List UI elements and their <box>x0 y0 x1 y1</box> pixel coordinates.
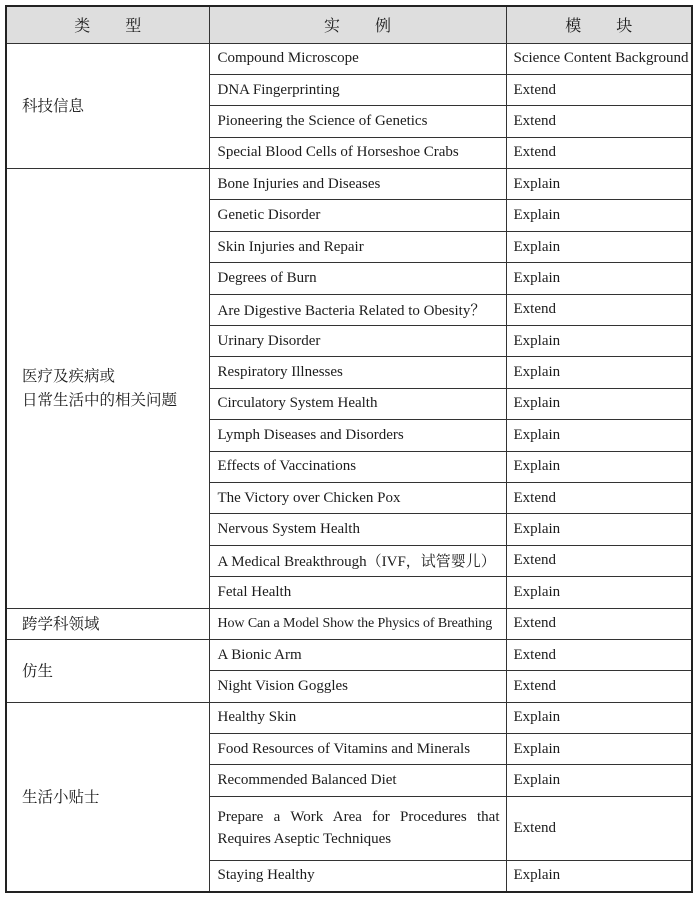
module-cell: Explain <box>506 734 692 765</box>
table-row <box>6 169 692 200</box>
table-row <box>6 639 692 670</box>
module-cell: Explain <box>506 860 692 891</box>
example-cell: Genetic Disorder <box>209 200 506 231</box>
module-cell: Explain <box>506 702 692 733</box>
module-cell: Extend <box>506 482 692 513</box>
module-cell: Explain <box>506 357 692 388</box>
example-cell: Fetal Health <box>209 577 506 608</box>
module-cell: Extend <box>506 137 692 168</box>
module-cell: Extend <box>506 796 692 860</box>
table-row <box>6 43 692 74</box>
example-cell: Lymph Diseases and Disorders <box>209 420 506 451</box>
example-cell: Urinary Disorder <box>209 326 506 357</box>
example-cell: The Victory over Chicken Pox <box>209 482 506 513</box>
example-cell: Effects of Vaccinations <box>209 451 506 482</box>
category-cell: 仿生 <box>6 639 209 702</box>
category-cell: 医疗及疾病或 日常生活中的相关问题 <box>6 169 209 608</box>
example-cell: Recommended Balanced Diet <box>209 765 506 796</box>
module-cell: Explain <box>506 231 692 262</box>
header-type: 类 型 <box>6 6 209 43</box>
table-row <box>6 608 692 639</box>
module-cell: Extend <box>506 639 692 670</box>
example-cell: Staying Healthy <box>209 860 506 891</box>
example-cell: Respiratory Illnesses <box>209 357 506 388</box>
category-cell: 科技信息 <box>6 43 209 169</box>
module-cell: Explain <box>506 420 692 451</box>
table-container <box>5 5 691 893</box>
module-table <box>5 5 693 893</box>
header-row <box>6 6 692 43</box>
module-cell: Explain <box>506 200 692 231</box>
example-cell: Degrees of Burn <box>209 263 506 294</box>
module-cell: Extend <box>506 545 692 576</box>
module-cell: Explain <box>506 514 692 545</box>
table-row <box>6 702 692 733</box>
category-cell: 生活小贴士 <box>6 702 209 892</box>
example-cell: Circulatory System Health <box>209 388 506 419</box>
example-cell: Pioneering the Science of Genetics <box>209 106 506 137</box>
module-cell: Explain <box>506 451 692 482</box>
example-cell: Nervous System Health <box>209 514 506 545</box>
example-cell: A Medical Breakthrough（IVF，试管婴儿） <box>209 545 506 576</box>
module-cell: Explain <box>506 169 692 200</box>
example-cell: Prepare a Work Area for Procedures that Requires Aseptic Techniques <box>209 796 506 860</box>
example-cell: Bone Injuries and Diseases <box>209 169 506 200</box>
module-cell: Extend <box>506 608 692 639</box>
example-cell: Food Resources of Vitamins and Minerals <box>209 734 506 765</box>
header-example: 实 例 <box>209 6 506 43</box>
example-cell: Healthy Skin <box>209 702 506 733</box>
module-cell: Explain <box>506 765 692 796</box>
module-cell: Explain <box>506 326 692 357</box>
module-cell: Explain <box>506 263 692 294</box>
example-cell: How Can a Model Show the Physics of Breathing <box>209 608 506 639</box>
module-cell: Explain <box>506 577 692 608</box>
example-cell: Skin Injuries and Repair <box>209 231 506 262</box>
example-cell: Night Vision Goggles <box>209 671 506 702</box>
module-cell: Extend <box>506 294 692 325</box>
example-cell: A Bionic Arm <box>209 639 506 670</box>
module-cell: Extend <box>506 74 692 105</box>
example-cell: Are Digestive Bacteria Related to Obesity？ <box>209 294 506 325</box>
example-cell: DNA Fingerprinting <box>209 74 506 105</box>
module-cell: Extend <box>506 671 692 702</box>
module-cell: Extend <box>506 106 692 137</box>
module-cell: Science Content Background <box>506 43 692 74</box>
example-cell: Compound Microscope <box>209 43 506 74</box>
category-cell: 跨学科领域 <box>6 608 209 639</box>
header-module: 模 块 <box>506 6 692 43</box>
example-cell: Special Blood Cells of Horseshoe Crabs <box>209 137 506 168</box>
module-cell: Explain <box>506 388 692 419</box>
